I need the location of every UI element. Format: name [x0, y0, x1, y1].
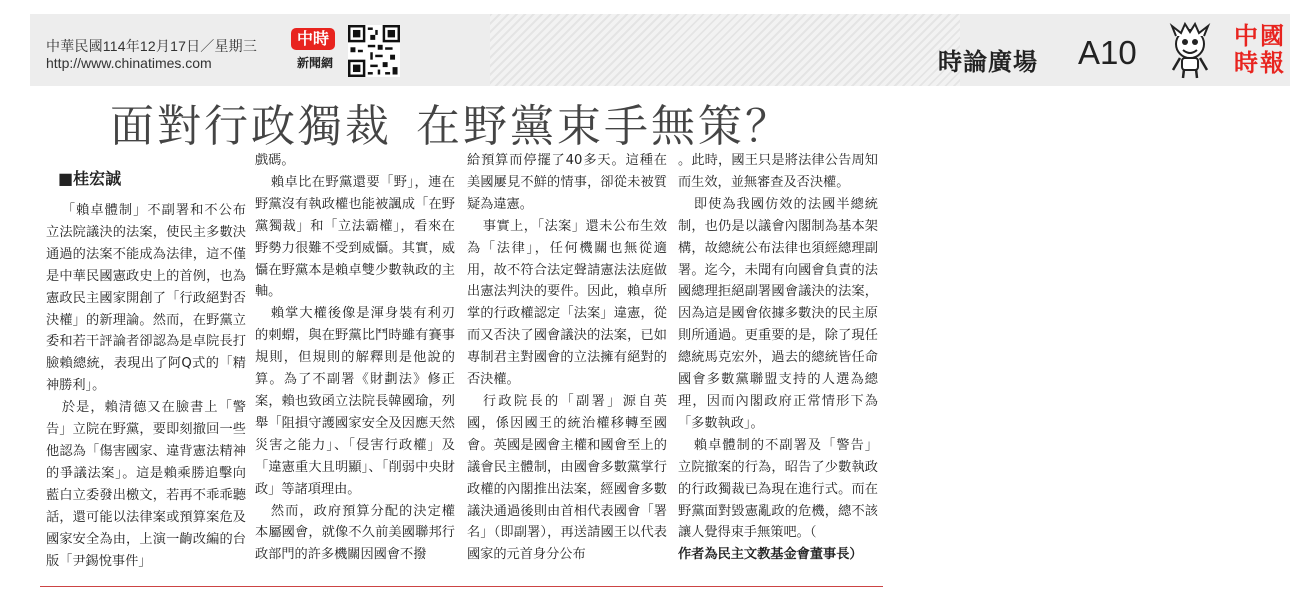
- mascot-icon: [1163, 22, 1217, 80]
- headline: [110, 90, 792, 154]
- paragraph: 事實上，「法案」還未公布生效為「法律」，任何機關也無從適用，故不符合法定聲請憲法法庭做出憲法判決的要件。因此，賴卓所掌的行政權認定「法案」違憲，從而又否決了國會議決的法案，已如專制君主對國會的立法擁有絕對的否決權。: [467, 218, 667, 388]
- paragraph: 。此時，國王只是將法律公告周知而生效，並無審查及否決權。: [678, 153, 878, 190]
- ct-logo-caption: 新聞網: [296, 56, 333, 70]
- article-column-3: [467, 150, 667, 566]
- issue-date: 中華民國114年12月17日／星期三: [46, 38, 258, 54]
- page-number: A10: [1078, 34, 1137, 71]
- paragraph: 賴掌大權後像是渾身裝有利刃的刺蝟，與在野黨比鬥時雖有賽事規則，但規則的解釋則是他說的算。為了不副署《財劃法》修正案，賴也致函立法院長韓國瑜，列舉「阻損守護國家安全及因應天然災害之能力」、「侵害行政權」及「違憲重大且明顯」、「削弱中央財政」等諸項理由。: [255, 306, 455, 497]
- byline: ■桂宏誠: [58, 169, 122, 188]
- section-title: 時論廣場: [938, 48, 1038, 76]
- paragraph: 賴卓比在野黨還要「野」，連在野黨沒有執政權也能被諷成「在野黨獨裁」和「立法霸權」，看來在野勢力很難不受到威懾。其實，威懾在野黨本是賴卓雙少數執政的主軸。: [255, 174, 455, 300]
- paragraph: 然而，政府預算分配的決定權本屬國會，就像不久前美國聯邦行政部門的許多機關因國會不撥: [255, 503, 455, 563]
- article-column-1: [46, 200, 246, 572]
- paragraph: 即使為我國仿效的法國半總統制，也仍是以議會內閣制為基本架構，故總統公布法律也須經總理副署。迄今，未聞有向國會負責的法國總理拒絕副署國會議決的法案，因為這是國會依據多數決的民主原則所通過。更重要的是，除了現任總統馬克宏外，過去的總統皆任命國會多數黨聯盟支持的人選為總理，因而內閣政府正常情形下為「多數執政」。: [678, 196, 878, 431]
- paragraph: 「賴卓體制」不副署和不公布立法院議決的法案，使民主多數決通過的法案不能成為法律，這不僅是中華民國憲政史上的首例，也為憲政民主國家開創了「行政絕對否決權」的新理論。然而，在野黨立委和若干評論者卻認為是卓院長打臉賴總統，表現出了阿Q式的「精神勝利」。: [46, 203, 246, 394]
- bottom-rule: [40, 586, 883, 587]
- article-column-4: [678, 150, 878, 566]
- paragraph: 賴卓體制的不副署及「警告」立院撤案的行為，昭告了少數執政的行政獨裁已為現在進行式。而在野黨面對毀憲亂政的危機，總不該讓人覺得束手無策吧。（: [678, 437, 878, 541]
- paragraph: 給預算而停擺了40多天。這種在美國屢見不鮮的情事，卻從未被質疑為違憲。: [467, 153, 667, 212]
- paragraph: 行政院長的「副署」源自英國，係因國王的統治權移轉至國會。英國是國會主權和國會至上的議會民主體制，由國會多數黨掌行政權的內閣推出法案，經國會多數議決通過後則由首相代表國會「署名」（即副署），再送請國王以代表國家的元首身分公布: [467, 393, 667, 563]
- paragraph: 作者為民主文教基金會董事長）: [678, 547, 863, 563]
- page-header: [30, 14, 1290, 86]
- website-url[interactable]: http://www.chinatimes.com: [46, 55, 212, 71]
- headline-part-1: 面對行政獨裁: [110, 101, 392, 152]
- china-times-logo: 中國時報: [1234, 21, 1286, 77]
- ct-news-logo-icon: [289, 28, 341, 72]
- header-pattern: [490, 14, 960, 86]
- article-column-2: [255, 150, 455, 566]
- paragraph: 於是，賴清德又在臉書上「警告」立院在野黨，要即刻撤回一些他認為「傷害國家、違背憲法精神的爭議法案」。這是賴乘勝追擊向藍白立委發出檄文，若再不乖乖聽話，還可能以法律案或預算案危及國家安全為由，上演一齣改編的台版「尹錫悅事件」: [46, 400, 246, 569]
- headline-part-2: 在野黨束手無策？: [416, 101, 792, 152]
- qr-code-icon[interactable]: [348, 25, 400, 77]
- ct-logo-badge: 中時: [291, 28, 335, 50]
- paragraph: 戲碼。: [255, 153, 295, 168]
